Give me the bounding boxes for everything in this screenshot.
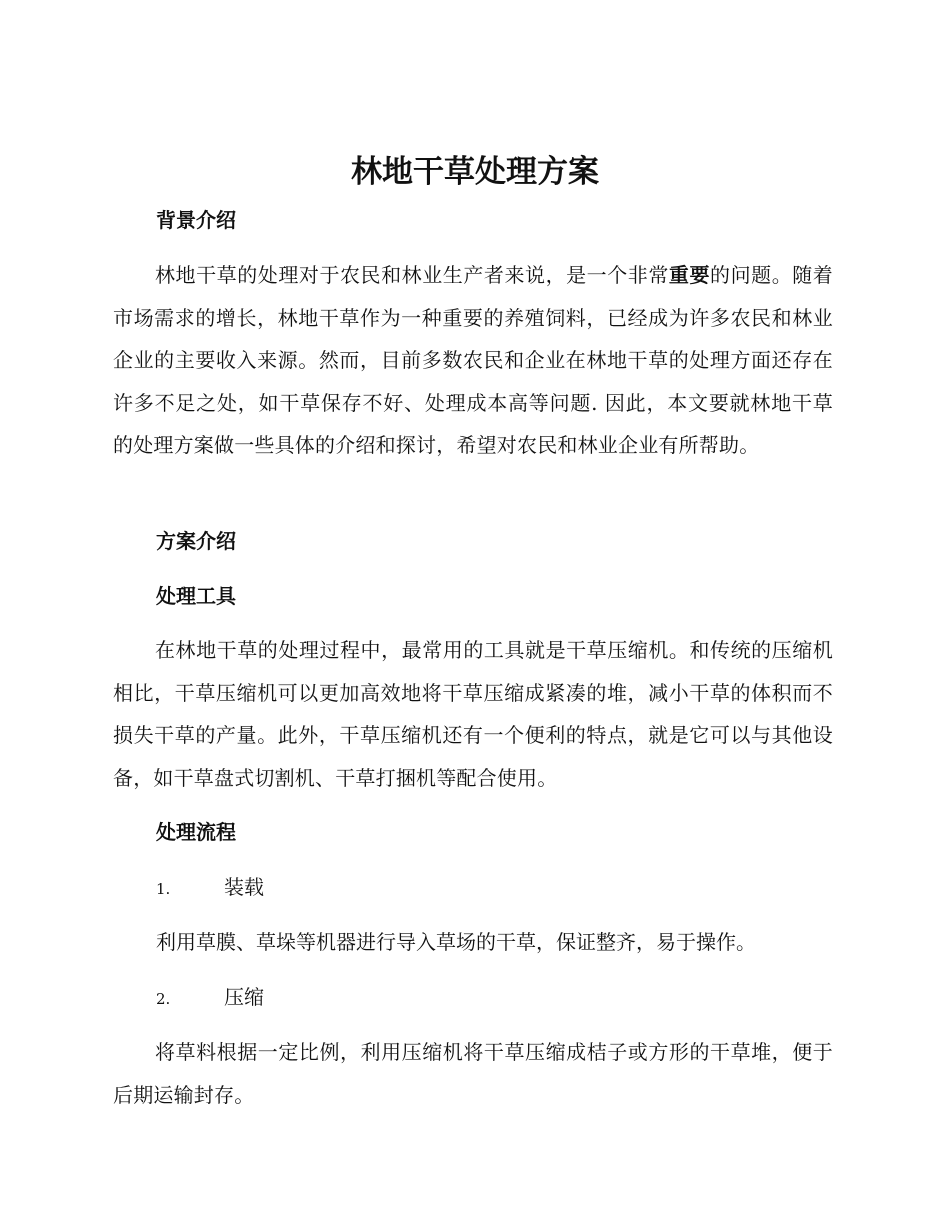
list-item bbox=[156, 983, 264, 1013]
background-text-post: 的问题。随着市场需求的增长，林地干草作为一种重要的养殖饲料，已经成为许多农民和林业企业的主要收入来源。然而，目前多数农民和企业在林地干草的处理方面还存在许多不足之处，如干草保存不好、处理成本高等问题. 因此，本文要就林地干草的处理方案做一些具体的介绍和探讨，希望对农民和林业企业有所帮助。 bbox=[113, 263, 834, 457]
list-label: 装载 bbox=[224, 875, 264, 899]
background-heading: 背景介绍 bbox=[156, 208, 236, 232]
tools-paragraph: 在林地干草的处理过程中，最常用的工具就是干草压缩机。和传统的压缩机相比，干草压缩机可以更加高效地将干草压缩成紧凑的堆，减小干草的体积而不损失干草的产量。此外，干草压缩机还有一个便利的特点，就是它可以与其他设备，如干草盘式切割机、干草打捆机等配合使用。 bbox=[113, 638, 833, 790]
step-description: 利用草膜、草垛等机器进行导入草场的干草，保证整齐，易于操作。 bbox=[156, 930, 756, 954]
background-paragraph bbox=[113, 254, 833, 467]
step-description: 将草料根据一定比例，利用压缩机将干草压缩成桔子或方形的干草堆，便于后期运输封存。 bbox=[113, 1040, 833, 1107]
list-item bbox=[156, 873, 264, 903]
background-text-bold: 重要 bbox=[668, 263, 711, 287]
page-title: 林地干草处理方案 bbox=[351, 154, 599, 190]
plan-heading: 方案介绍 bbox=[156, 529, 236, 553]
tools-heading: 处理工具 bbox=[156, 584, 236, 608]
list-number: 1. bbox=[156, 880, 171, 898]
process-heading: 处理流程 bbox=[156, 820, 236, 844]
list-label: 压缩 bbox=[224, 985, 264, 1009]
list-number: 2. bbox=[156, 990, 171, 1008]
background-text-pre: 林地干草的处理对于农民和林业生产者来说，是一个非常 bbox=[155, 263, 669, 287]
